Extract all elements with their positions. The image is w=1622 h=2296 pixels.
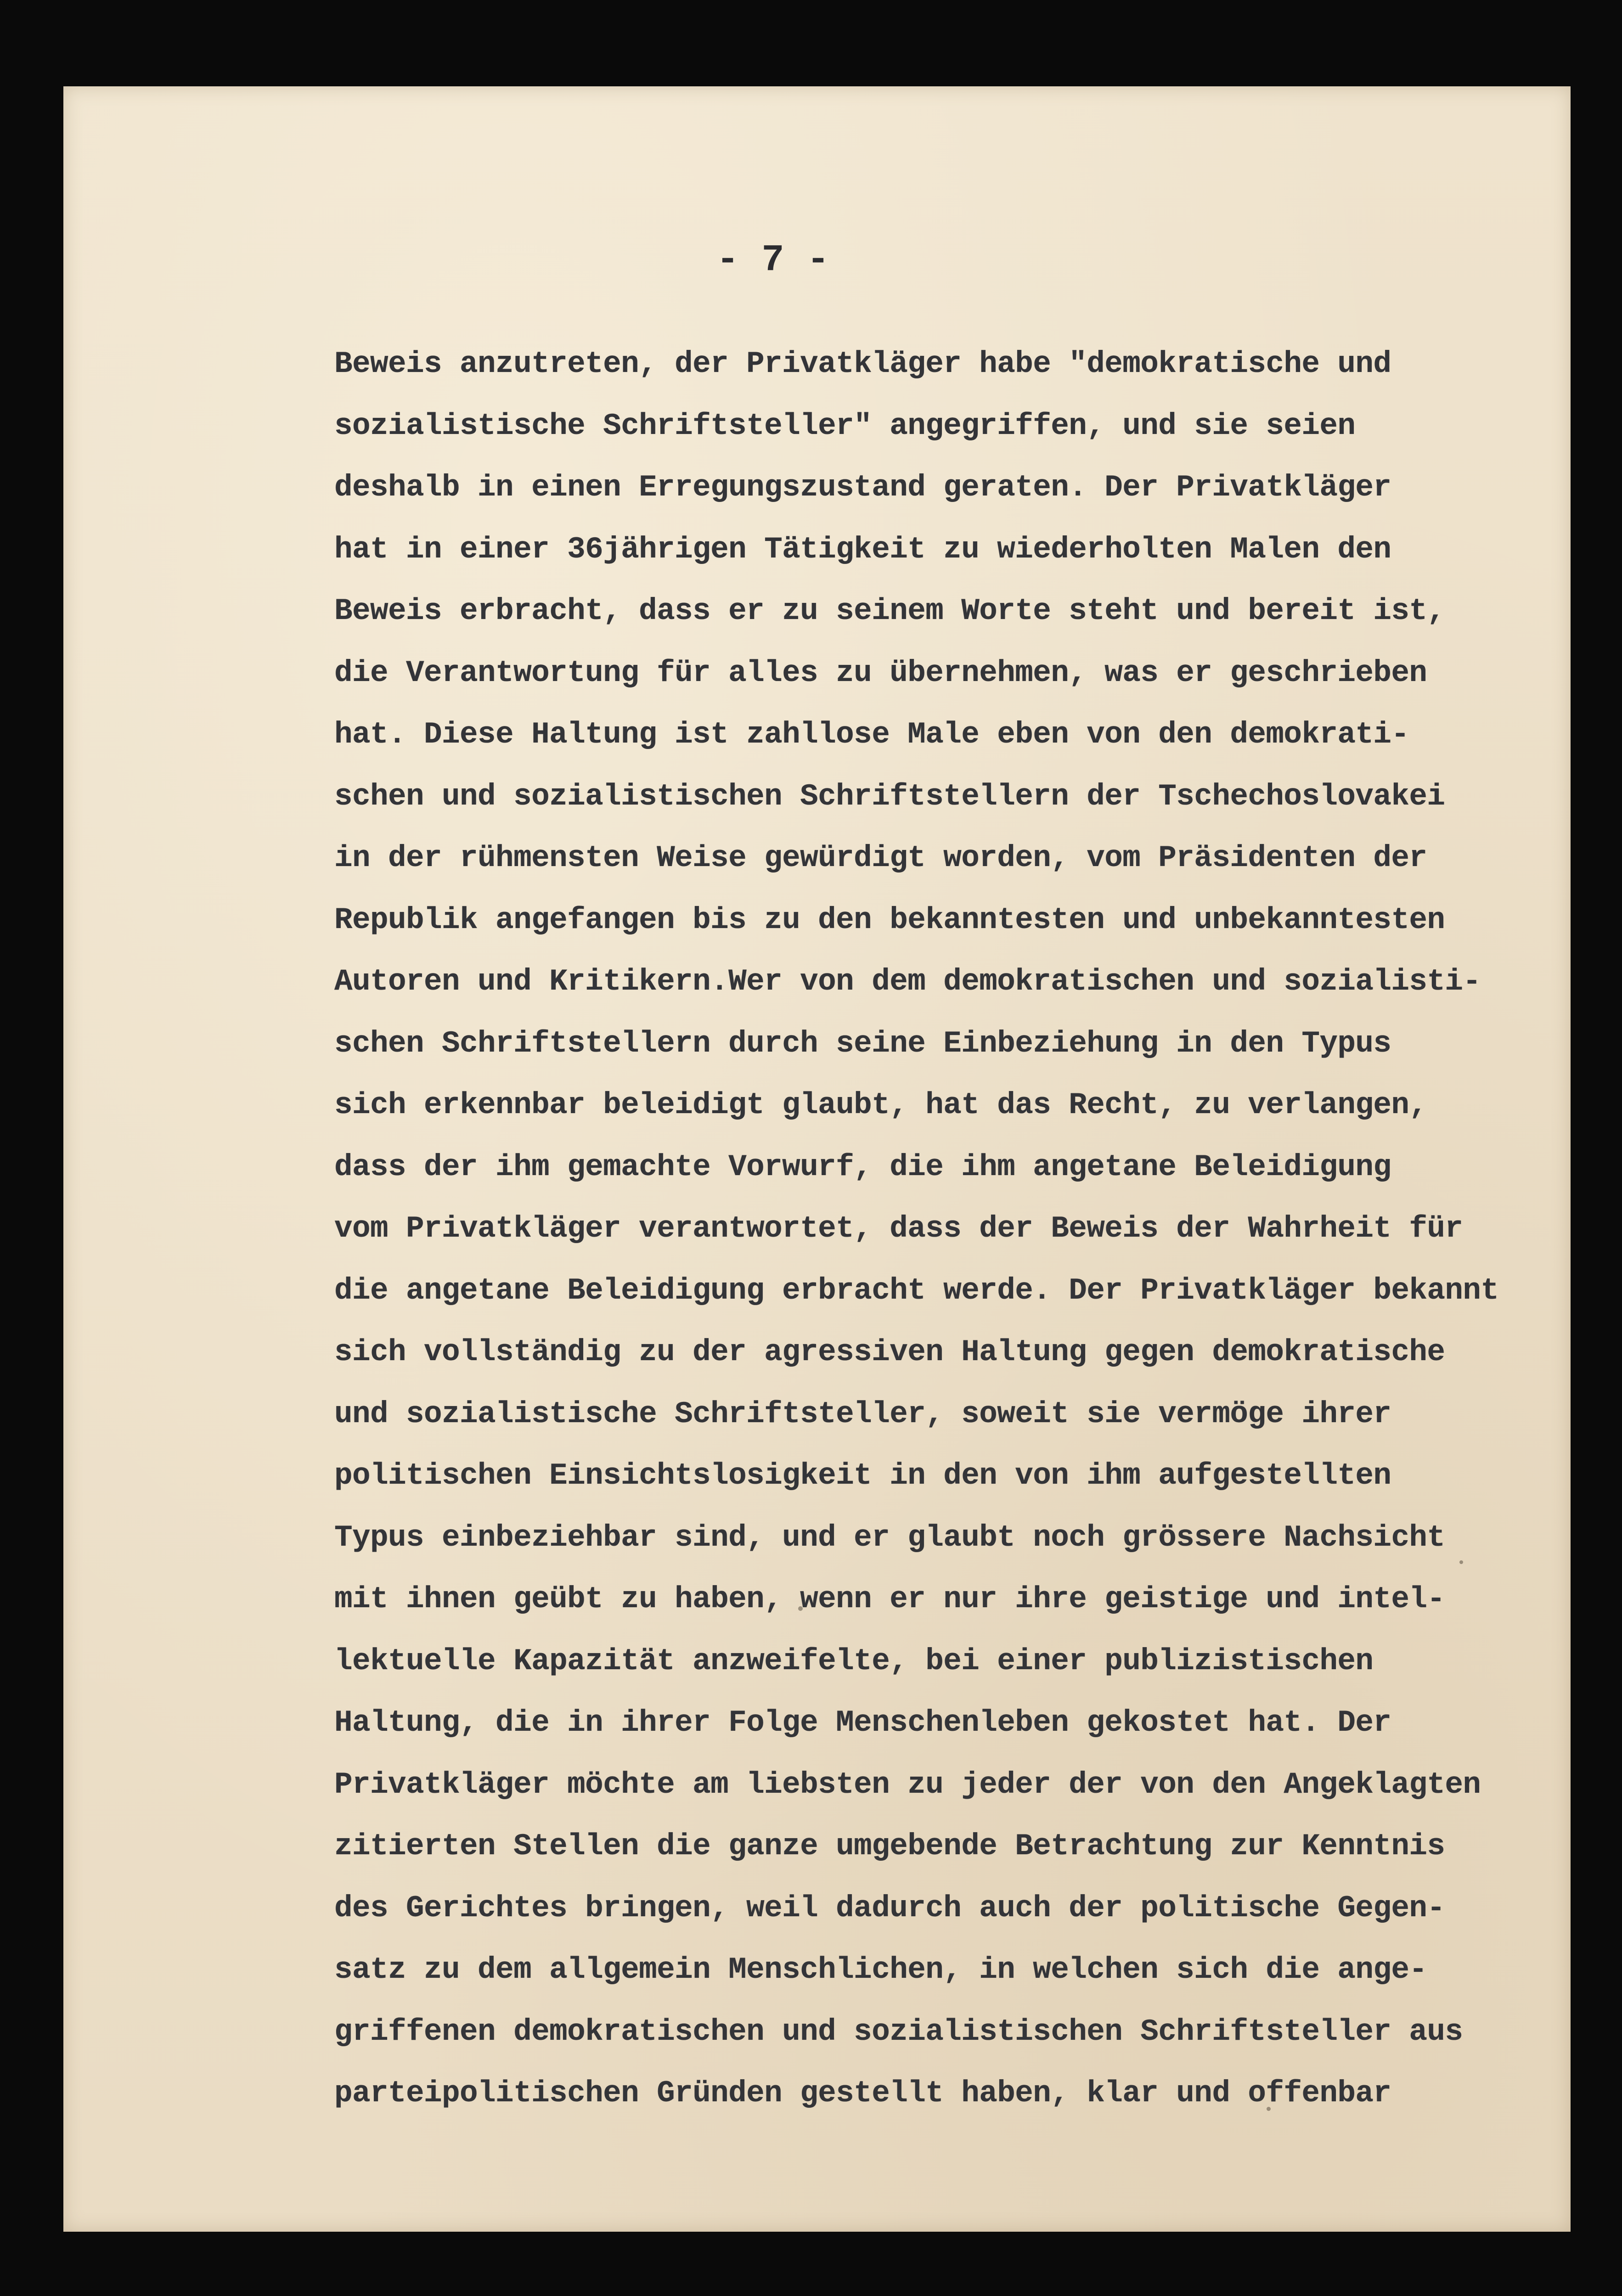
text-line: schen Schriftstellern durch seine Einbeziehung in den Typus <box>334 1026 1391 1061</box>
text-line: des Gerichtes bringen, weil dadurch auch der politische Gegen- <box>334 1891 1445 1925</box>
text-line: Typus einbeziehbar sind, und er glaubt noch grössere Nachsicht <box>334 1520 1445 1555</box>
text-line: Haltung, die in ihrer Folge Menschenleben gekostet hat. Der <box>334 1705 1391 1740</box>
text-line: Beweis anzutreten, der Privatkläger habe "demokratische und <box>334 347 1391 381</box>
text-line: lektuelle Kapazität anzweifelte, bei einer publizistischen <box>334 1643 1374 1678</box>
text-line: zitierten Stellen die ganze umgebende Betrachtung zur Kenntnis <box>334 1829 1445 1863</box>
text-line: schen und sozialistischen Schriftstellern der Tschechoslovakei <box>334 779 1445 814</box>
text-line: griffenen demokratischen und sozialistischen Schriftsteller aus <box>334 2014 1463 2049</box>
text-line: politischen Einsichtslosigkeit in den von ihm aufgestellten <box>334 1458 1391 1493</box>
text-line: deshalb in einen Erregungszustand geraten. Der Privatkläger <box>334 470 1391 505</box>
text-line: vom Privatkläger verantwortet, dass der Beweis der Wahrheit für <box>334 1211 1463 1246</box>
text-line: und sozialistische Schriftsteller, soweit sie vermöge ihrer <box>334 1396 1391 1431</box>
text-line: dass der ihm gemachte Vorwurf, die ihm angetane Beleidigung <box>334 1149 1391 1184</box>
text-line: satz zu dem allgemein Menschlichen, in welchen sich die ange- <box>334 1953 1427 1987</box>
text-line: Republik angefangen bis zu den bekanntesten und unbekanntesten <box>334 902 1445 937</box>
text-line: hat. Diese Haltung ist zahllose Male eben von den demokrati- <box>334 717 1409 752</box>
text-line: mit ihnen geübt zu haben, wenn er nur ihre geistige und intel- <box>334 1582 1445 1616</box>
text-line: die Verantwortung für alles zu übernehmen, was er geschrieben <box>334 655 1427 690</box>
text-line: sozialistische Schriftsteller" angegriffen, und sie seien <box>334 408 1356 443</box>
text-line: die angetane Beleidigung erbracht werde. Der Privatkläger bekannt <box>334 1273 1499 1308</box>
text-line: Privatkläger möchte am liebsten zu jeder der von den Angeklagten <box>334 1767 1481 1802</box>
text-line: hat in einer 36jährigen Tätigkeit zu wiederholten Malen den <box>334 532 1391 567</box>
page-number: - 7 - <box>716 239 830 281</box>
text-line: Autoren und Kritikern.Wer von dem demokratischen und sozialisti- <box>334 964 1481 999</box>
text-line: sich vollständig zu der agressiven Haltung gegen demokratische <box>334 1335 1445 1369</box>
document-body <box>334 333 1565 2125</box>
text-line: in der rühmensten Weise gewürdigt worden, vom Präsidenten der <box>334 841 1427 875</box>
text-line: parteipolitischen Gründen gestellt haben, klar und offenbar <box>334 2076 1391 2110</box>
text-line: Beweis erbracht, dass er zu seinem Worte steht und bereit ist, <box>334 594 1445 628</box>
text-line: sich erkennbar beleidigt glaubt, hat das Recht, zu verlangen, <box>334 1088 1427 1122</box>
